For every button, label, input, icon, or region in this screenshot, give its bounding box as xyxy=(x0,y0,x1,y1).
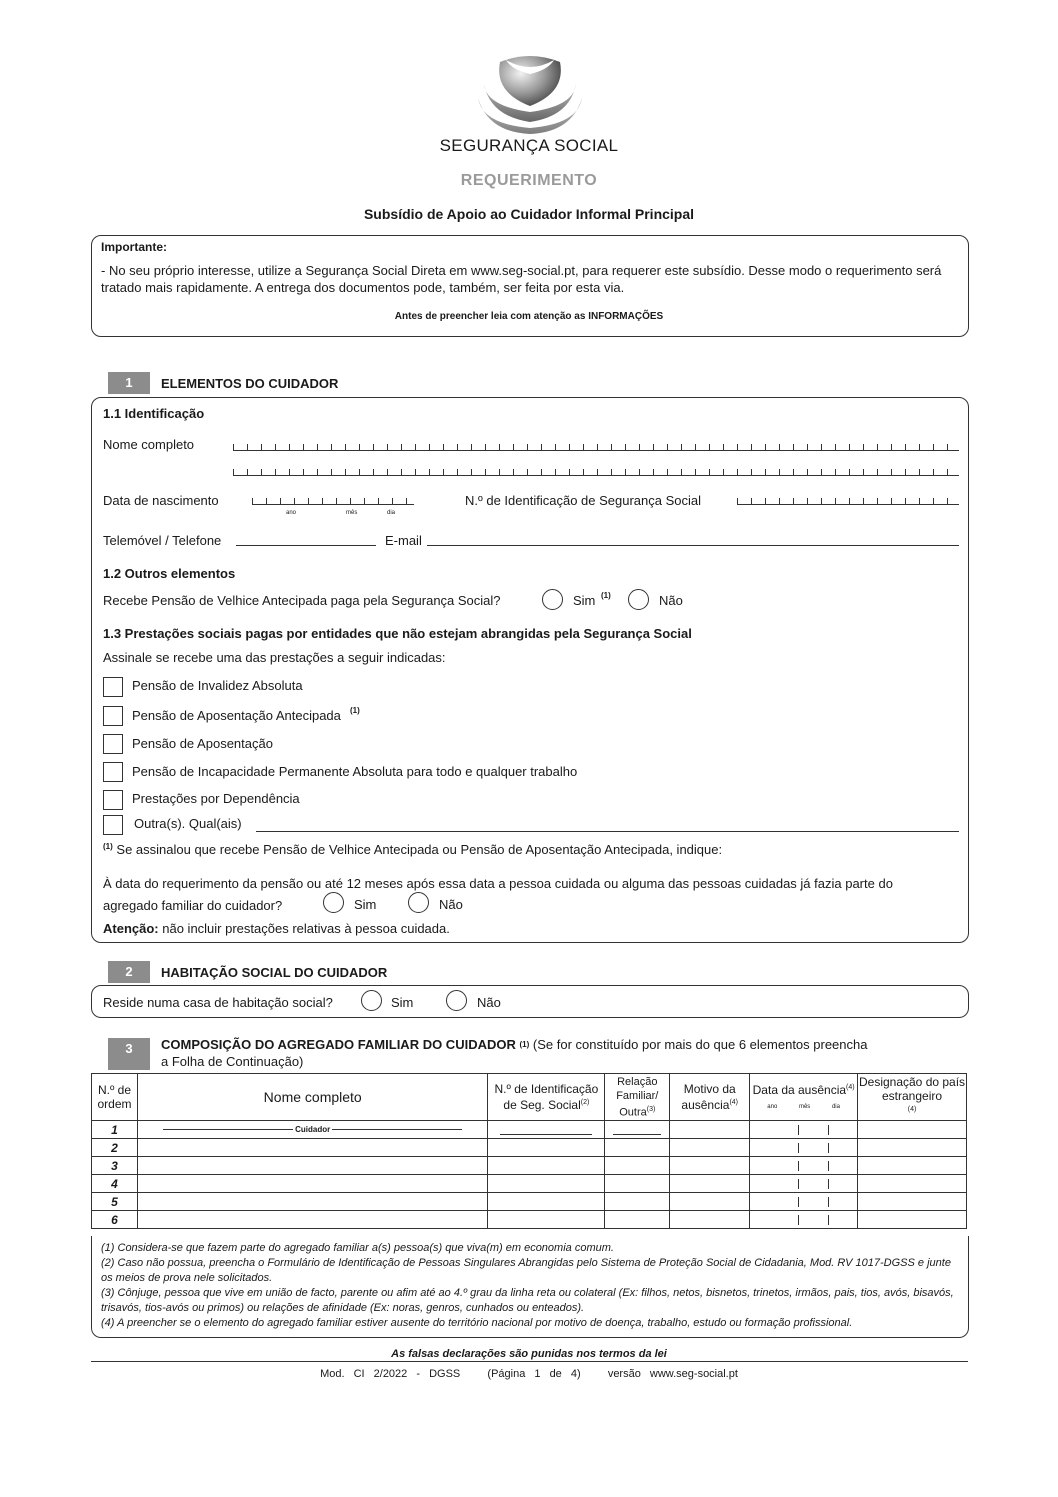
section-3-title: COMPOSIÇÃO DO AGREGADO FAMILIAR DO CUIDADOR $^{(1)}$ (Se for constituído por mais do que 6 elementos preencha a Folha de Continuação) xyxy=(161,1037,868,1069)
cuidador-cell[interactable]: Cuidador xyxy=(137,1121,487,1139)
pais-cell[interactable] xyxy=(858,1175,967,1193)
doc-type: REQUERIMENTO xyxy=(460,172,598,189)
subsection-1-2-title: 1.2 Outros elementos xyxy=(103,566,236,581)
important-title: Importante: xyxy=(101,240,167,254)
pais-cell[interactable] xyxy=(858,1211,967,1229)
nome-completo-field-line-2[interactable] xyxy=(233,461,959,476)
data-cell[interactable] xyxy=(750,1175,858,1193)
habitacao-sim-label: Sim xyxy=(391,995,414,1010)
niss-label: N.º de Identificação de Segurança Social xyxy=(465,493,702,508)
habitacao-question: Reside numa casa de habitação social? xyxy=(103,995,333,1010)
habitacao-nao-radio[interactable] xyxy=(446,990,467,1011)
item-incapacidade-label: Pensão de Incapacidade Permanente Absoluta para todo e qualquer trabalho xyxy=(132,764,578,779)
q2-sim-label: Sim xyxy=(354,897,377,912)
outras-field[interactable] xyxy=(256,831,959,832)
relacao-cell[interactable] xyxy=(605,1211,670,1229)
section-1-number: 1 xyxy=(108,372,150,394)
checkbox-incapacidade[interactable] xyxy=(103,762,123,782)
motivo-cell[interactable] xyxy=(670,1121,750,1139)
row-number: 2 xyxy=(92,1139,138,1157)
pais-cell[interactable] xyxy=(858,1193,967,1211)
pensao-sim-label: Sim xyxy=(573,593,596,608)
col-niss: N.º de Identificação de Seg. Social$^{(2)}$ xyxy=(488,1074,605,1121)
habitacao-sim-radio[interactable] xyxy=(361,990,382,1011)
item-dependencia-label: Prestações por Dependência xyxy=(132,791,300,806)
row-number: 3 xyxy=(92,1157,138,1175)
niss-cell[interactable] xyxy=(488,1211,605,1229)
row-number: 4 xyxy=(92,1175,138,1193)
niss-cell[interactable] xyxy=(488,1175,605,1193)
mes-label: mês xyxy=(346,510,358,516)
q2-sim-radio[interactable] xyxy=(323,892,344,913)
email-label: E-mail xyxy=(385,533,422,548)
note-4: (4) A preencher se o elemento do agregado familiar estiver ausente do território nacional por motivo de doença, trabalho, estudo ou formação profissional. xyxy=(101,1317,853,1329)
table-header-row xyxy=(92,1074,967,1121)
relacao-cell[interactable] xyxy=(605,1121,670,1139)
false-declarations-warning: As falsas declarações são punidas nos termos da lei xyxy=(391,1348,667,1360)
telefone-label: Telemóvel / Telefone xyxy=(103,533,222,548)
nome-cell[interactable] xyxy=(137,1175,487,1193)
checkbox-aposentacao-antecipada[interactable] xyxy=(103,706,123,726)
table-row xyxy=(92,1121,967,1139)
read-info-note: Antes de preencher leia com atenção as INFORMAÇÕES xyxy=(394,311,664,322)
pais-cell[interactable] xyxy=(858,1139,967,1157)
pensao-question: Recebe Pensão de Velhice Antecipada paga pela Segurança Social? xyxy=(103,593,501,608)
niss-cell[interactable] xyxy=(488,1139,605,1157)
q2-nao-label: Não xyxy=(439,897,463,912)
motivo-cell[interactable] xyxy=(670,1211,750,1229)
nome-cell[interactable] xyxy=(137,1157,487,1175)
motivo-cell[interactable] xyxy=(670,1175,750,1193)
col-ordem: N.º de ordem xyxy=(92,1074,138,1121)
table-row xyxy=(92,1139,967,1157)
org-name: SEGURANÇA SOCIAL xyxy=(439,136,619,155)
q2-line-1: À data do requerimento da pensão ou até 12 meses após essa data a pessoa cuidada ou alguma das pessoas cuidadas já fazia parte do xyxy=(103,876,893,891)
col-motivo: Motivo da ausência$^{(4)}$ xyxy=(670,1074,750,1121)
table-row xyxy=(92,1211,967,1229)
footnote-1-text: $^{(1)}$ Se assinalou que recebe Pensão de Velhice Antecipada ou Pensão de Aposentação Antecipada, indique: xyxy=(103,842,723,857)
col-data: Data da ausência$^{(4)}$ ano mês dia xyxy=(750,1074,858,1121)
pais-cell[interactable] xyxy=(858,1157,967,1175)
table-row xyxy=(92,1157,967,1175)
data-cell[interactable] xyxy=(750,1139,858,1157)
dia-label: dia xyxy=(387,510,396,516)
relacao-cell[interactable] xyxy=(605,1175,670,1193)
item-outras-label: Outra(s). Qual(ais) xyxy=(134,816,242,831)
relacao-cell[interactable] xyxy=(605,1193,670,1211)
relacao-cell[interactable] xyxy=(605,1157,670,1175)
subsection-1-3-title: 1.3 Prestações sociais pagas por entidades que não estejam abrangidas pela Segurança Social xyxy=(103,626,692,641)
data-cell[interactable] xyxy=(750,1211,858,1229)
email-field[interactable] xyxy=(427,545,959,546)
col-nome: Nome completo xyxy=(137,1074,487,1121)
section-1-title: ELEMENTOS DO CUIDADOR xyxy=(161,376,339,391)
habitacao-nao-label: Não xyxy=(477,995,501,1010)
section-2-title: HABITAÇÃO SOCIAL DO CUIDADOR xyxy=(161,965,388,980)
motivo-cell[interactable] xyxy=(670,1157,750,1175)
seguranca-social-logo xyxy=(470,50,590,135)
data-nascimento-field[interactable] xyxy=(252,490,414,505)
checkbox-aposentacao[interactable] xyxy=(103,734,123,754)
nome-cell[interactable] xyxy=(137,1211,487,1229)
col-pais: Designação do país estrangeiro $^{(4)}$ xyxy=(858,1074,967,1121)
row-number: 5 xyxy=(92,1193,138,1211)
motivo-cell[interactable] xyxy=(670,1139,750,1157)
note-3: (3) Cônjuge, pessoa que vive em união de facto, parente ou afim até ao 4.º grau da linha reta ou colateral (Ex: filhos, netos, bisnetos, trinetos, irmãos, pais, tios, avós, bisavós, trisavós, tios-avós ou primos) ou relações de afinidade (Ex: noras, genros, cunhados ou enteados). xyxy=(101,1287,954,1314)
niss-field[interactable] xyxy=(737,490,959,505)
atencao-text: Atenção: não incluir prestações relativas à pessoa cuidada. xyxy=(103,921,450,936)
important-text: - No seu próprio interesse, utilize a Segurança Social Direta em www.seg-social.pt, para requerer este subsídio. Desse modo o requerimento será tratado mais rapidamente. A entrega dos documentos pode, também, ser feita por esta via. xyxy=(101,263,942,295)
table-row xyxy=(92,1193,967,1211)
footnote-1-marker-2: (1) xyxy=(350,706,360,715)
item-invalidez-label: Pensão de Invalidez Absoluta xyxy=(132,678,303,693)
pais-cell[interactable] xyxy=(858,1121,967,1139)
assinale-text: Assinale se recebe uma das prestações a seguir indicadas: xyxy=(103,650,446,665)
niss-cell[interactable] xyxy=(488,1121,605,1139)
niss-cell[interactable] xyxy=(488,1157,605,1175)
item-aposentacao-label: Pensão de Aposentação xyxy=(132,736,273,751)
footer-model-info: Mod. CI 2/2022 - DGSS (Página 1 de 4) versão www.seg-social.pt xyxy=(320,1368,738,1380)
data-cell[interactable] xyxy=(750,1157,858,1175)
relacao-cell[interactable] xyxy=(605,1139,670,1157)
section-3-number: 3 xyxy=(108,1038,150,1070)
ano-label: ano xyxy=(286,510,297,516)
table-row xyxy=(92,1175,967,1193)
checkbox-outras[interactable] xyxy=(103,815,123,835)
section-1-box xyxy=(91,397,969,943)
nome-cell[interactable] xyxy=(137,1139,487,1157)
row-number: 6 xyxy=(92,1211,138,1229)
nome-cell[interactable] xyxy=(137,1193,487,1211)
note-2: (2) Caso não possua, preencha o Formulário de Identificação de Pessoas Singulares Abrangidas pelo Sistema de Proteção Social de Cidadania, Mod. RV 1017-DGSS e junte os meios de prova nele solicitados. xyxy=(101,1257,951,1284)
nome-completo-label: Nome completo xyxy=(103,437,195,452)
q2-nao-radio[interactable] xyxy=(408,892,429,913)
data-cell[interactable] xyxy=(750,1193,858,1211)
data-nascimento-label: Data de nascimento xyxy=(103,493,219,508)
agregado-table xyxy=(91,1073,967,1229)
form-subtitle: Subsídio de Apoio ao Cuidador Informal Principal xyxy=(363,206,695,222)
niss-cell[interactable] xyxy=(488,1193,605,1211)
item-aposentacao-antecipada-label: Pensão de Aposentação Antecipada xyxy=(132,708,341,723)
footer-divider xyxy=(91,1361,968,1362)
checkbox-dependencia[interactable] xyxy=(103,790,123,810)
footnote-1-marker: (1) xyxy=(601,591,611,600)
col-relacao: Relação Familiar/ Outra$^{(3)}$ xyxy=(605,1074,670,1121)
data-cell[interactable] xyxy=(750,1121,858,1139)
row-number: 1 xyxy=(92,1121,138,1139)
nome-completo-field-line-1[interactable] xyxy=(233,436,959,451)
subsection-1-1-title: 1.1 Identificação xyxy=(103,406,205,421)
pensao-nao-radio[interactable] xyxy=(628,589,649,610)
pensao-sim-radio[interactable] xyxy=(542,589,563,610)
motivo-cell[interactable] xyxy=(670,1193,750,1211)
section-2-number: 2 xyxy=(108,961,150,983)
q2-line-2: agregado familiar do cuidador? xyxy=(103,898,283,913)
telefone-field[interactable] xyxy=(236,545,376,546)
note-1: (1) Considera-se que fazem parte do agregado familiar a(s) pessoa(s) que viva(m) em economia comum. xyxy=(101,1242,614,1254)
checkbox-invalidez[interactable] xyxy=(103,677,123,697)
table-notes xyxy=(101,1241,961,1331)
pensao-nao-label: Não xyxy=(659,593,683,608)
